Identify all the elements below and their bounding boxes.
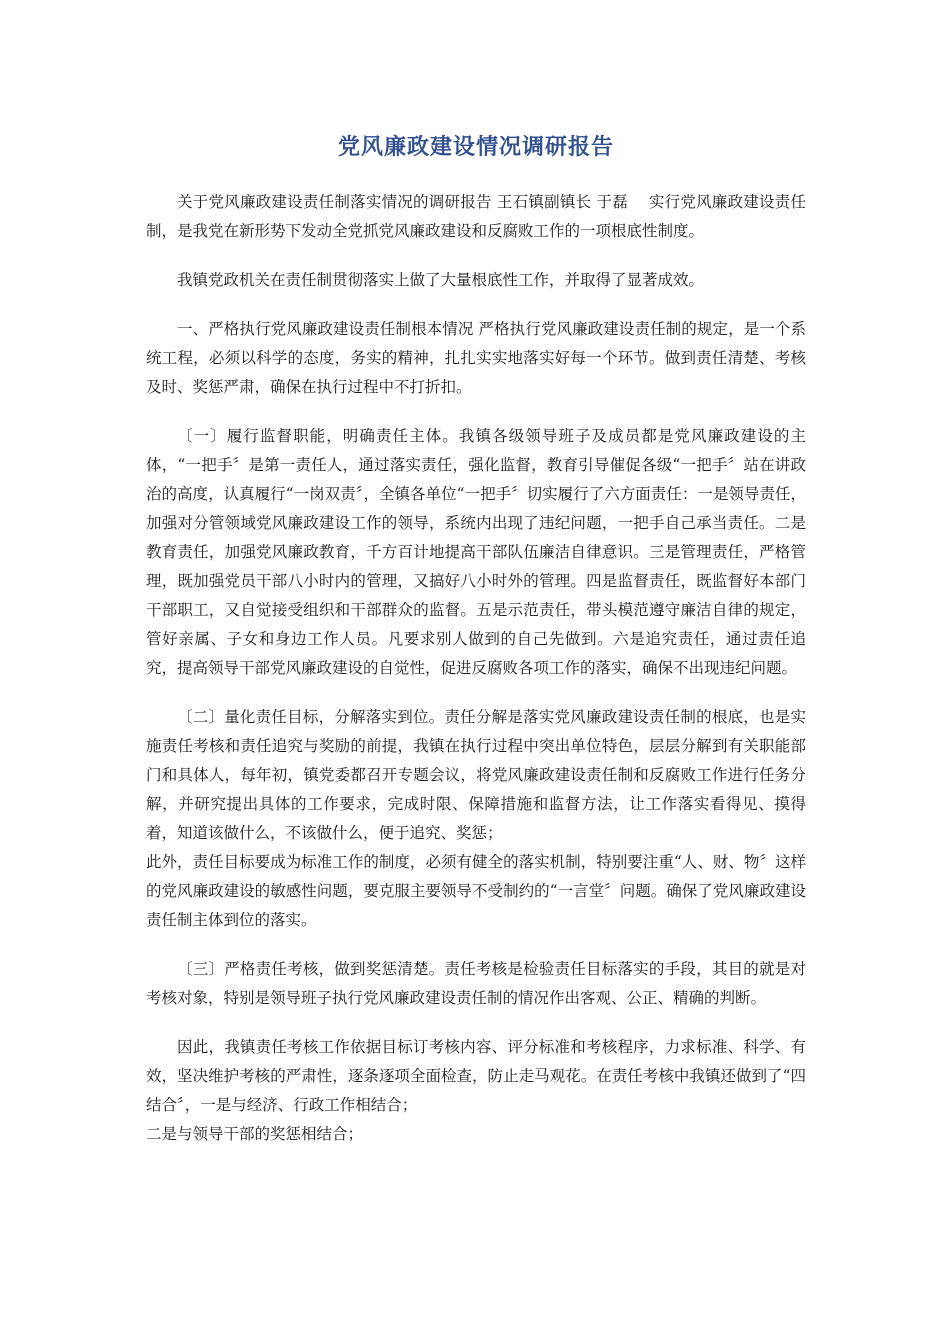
paragraph-section-1: 一、严格执行党风廉政建设责任制根本情况 严格执行党风廉政建设责任制的规定，是一个系统工程，必须以科学的态度，务实的精神，扎扎实实地落实好每一个环节。做到责任清楚、考核及时、奖惩严肃，确保在执行过程中不打折扣。 [146,320,806,396]
document-page [146,130,806,1149]
paragraph-assessment-continued: 二是与领导干部的奖惩相结合； [146,1125,364,1143]
paragraph-subsection-3: 〔三〕严格责任考核，做到奖惩清楚。责任考核是检验责任目标落实的手段，其目的就是对考核对象，特别是领导班子执行党风廉政建设责任制的情况作出客观、公正、精确的判断。 [146,960,806,1007]
paragraph-subsection-2-continued: 此外，责任目标要成为标准工作的制度，必须有健全的落实机制，特别要注重“人、财、物〞这样的党风廉政建设的敏感性问题，要克服主要领导不受制约的“一言堂〞问题。确保了党风廉政建设责任制主体到位的落实。 [146,853,806,929]
document-title: 党风廉政建设情况调研报告 [337,135,614,160]
paragraph-summary: 我镇党政机关在责任制贯彻落实上做了大量根底性工作，并取得了显著成效。 [177,271,705,289]
paragraph-assessment: 因此，我镇责任考核工作依据目标订考核内容、评分标准和考核程序，力求标准、科学、有效，坚决维护考核的严肃性，逐条逐项全面检查，防止走马观花。在责任考核中我镇还做到了“四结合〞，一是与经济、行政工作相结合； [146,1038,806,1114]
paragraph-subsection-1: 〔一〕履行监督职能，明确责任主体。我镇各级领导班子及成员都是党风廉政建设的主体，“一把手〞是第一责任人，通过落实责任，强化监督，教育引导催促各级“一把手〞站在讲政治的高度，认真履行“一岗双责〞，全镇各单位“一把手〞切实履行了六方面责任：一是领导责任，加强对分管领域党风廉政建设工作的领导，系统内出现了违纪问题，一把手自己承当责任。二是教育责任，加强党风廉政教育，千方百计地提高干部队伍廉洁自律意识。三是管理责任，严格管理，既加强党员干部八小时内的管理，又搞好八小时外的管理。四是监督责任，既监督好本部门干部职工，又自觉接受组织和干部群众的监督。五是示范责任，带头模范遵守廉洁自律的规定，管好亲属、子女和身边工作人员。凡要求别人做到的自己先做到。六是追究责任，通过责任追究，提高领导干部党风廉政建设的自觉性，促进反腐败各项工作的落实，确保不出现违纪问题。 [146,427,806,677]
paragraph-intro: 关于党风廉政建设责任制落实情况的调研报告 王石镇副镇长 于磊 实行党风廉政建设责任制，是我党在新形势下发动全党抓党风廉政建设和反腐败工作的一项根底性制度。 [146,193,806,240]
paragraph-subsection-2: 〔二〕量化责任目标，分解落实到位。责任分解是落实党风廉政建设责任制的根底，也是实施责任考核和责任追究与奖励的前提，我镇在执行过程中突出单位特色，层层分解到有关职能部门和具体人，每年初，镇党委都召开专题会议，将党风廉政建设责任制和反腐败工作进行任务分解，并研究提出具体的工作要求，完成时限、保障措施和监督方法，让工作落实看得见、摸得着，知道该做什么，不该做什么，便于追究、奖惩； [146,708,806,842]
